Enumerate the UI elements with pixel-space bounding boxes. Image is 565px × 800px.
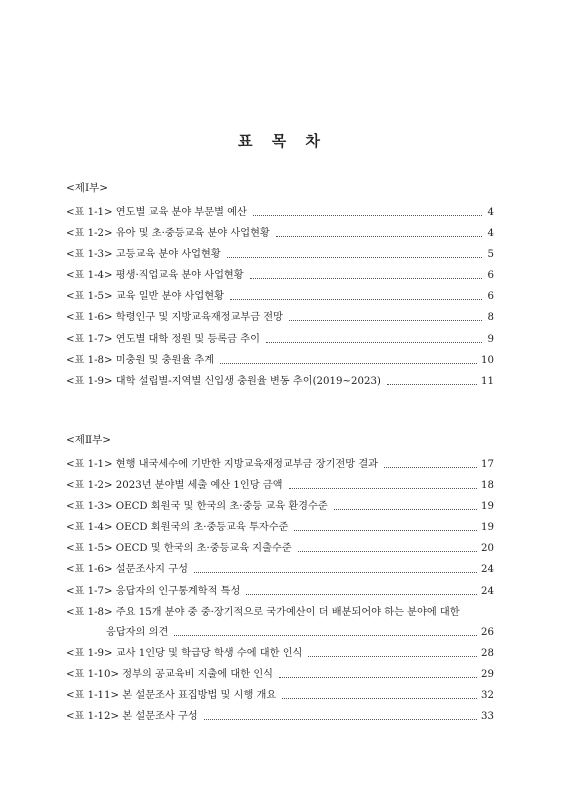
- entry-page: 4: [487, 207, 494, 218]
- entry-page: 20: [481, 543, 494, 555]
- leader-dots: [308, 656, 477, 657]
- entry-label: <표 1-3> OECD 회원국 및 한국의 초·중등 교육 환경수준: [66, 501, 328, 513]
- leader-dots: [230, 299, 482, 300]
- entry-page: 6: [487, 270, 494, 282]
- entry-label-continued: 응답자의 의견: [106, 626, 169, 638]
- entry-label: <표 1-11> 본 설문조사 표집방법 및 시행 개요: [66, 689, 277, 701]
- toc-entry[interactable]: [66, 459, 494, 470]
- leader-dots: [204, 719, 477, 720]
- entry-label: <표 1-5> OECD 및 한국의 초·중등교육 지출수준: [66, 543, 292, 555]
- part-heading: <제Ⅰ부>: [66, 182, 109, 194]
- toc-entry[interactable]: [66, 376, 494, 387]
- leader-dots: [250, 278, 482, 279]
- entry-label: <표 1-1> 현행 내국세수에 기반한 지방교육재정교부금 장기전망 결과: [66, 459, 379, 470]
- entry-page: 18: [481, 480, 494, 492]
- entry-page: 19: [481, 522, 494, 534]
- toc-entry[interactable]: [66, 711, 494, 722]
- part-1-section: [66, 180, 494, 397]
- entry-page: 8: [487, 312, 494, 324]
- entry-page: 10: [481, 354, 494, 366]
- toc-entry[interactable]: [66, 228, 494, 239]
- entry-label: <표 1-4> OECD 회원국의 초·중등교육 투자수준: [66, 522, 289, 534]
- entry-label: <표 1-1> 연도별 교육 분야 부문별 예산: [66, 207, 247, 218]
- entry-label: <표 1-9> 대학 설립별-지역별 신입생 충원율 변동 추이(2019~2023): [66, 375, 381, 387]
- entry-label: <표 1-8> 주요 15개 분야 중 중·장기적으로 국가예산이 더 배분되어야 하는 분야에 대한: [66, 606, 460, 618]
- entry-page: 33: [481, 711, 494, 723]
- leader-dots: [279, 677, 477, 678]
- toc-entry[interactable]: [66, 249, 494, 260]
- part-heading: <제Ⅱ부>: [66, 434, 112, 446]
- leader-dots: [294, 530, 477, 531]
- entry-page: 19: [481, 501, 494, 513]
- leader-dots: [282, 698, 477, 699]
- entry-page: 4: [487, 228, 494, 240]
- leader-dots: [220, 363, 477, 364]
- leader-dots: [289, 488, 478, 489]
- page-title: 표 목 차: [238, 132, 327, 150]
- leader-dots: [227, 257, 482, 258]
- entry-page: 9: [487, 333, 494, 345]
- entry-label: <표 1-3> 고등교육 분야 사업현황: [66, 249, 221, 261]
- entry-label: <표 1-6> 학령인구 및 지방교육재정교부금 전망: [66, 312, 283, 324]
- toc-entry[interactable]: [66, 586, 494, 597]
- leader-dots: [194, 572, 477, 573]
- toc-entry[interactable]: [66, 669, 494, 680]
- leader-dots: [266, 342, 482, 343]
- entry-page: 32: [481, 689, 494, 701]
- entry-label: <표 1-10> 정부의 공교육비 지출에 대한 인식: [66, 668, 274, 680]
- entry-label: <표 1-2> 2023년 분야별 세출 예산 1인당 금액: [66, 480, 283, 492]
- part-2-section: [66, 432, 494, 732]
- toc-entry[interactable]: [66, 270, 494, 281]
- entry-label: <표 1-7> 연도별 대학 정원 및 등록금 추이: [66, 333, 260, 345]
- entry-page: 28: [481, 647, 494, 659]
- entry-label: <표 1-12> 본 설문조사 구성: [66, 711, 198, 723]
- leader-dots: [253, 215, 482, 216]
- toc-entry[interactable]: [66, 648, 494, 659]
- entry-label: <표 1-7> 응답자의 인구통계학적 특성: [66, 585, 241, 597]
- leader-dots: [387, 384, 477, 385]
- leader-dots: [334, 509, 477, 510]
- toc-entry[interactable]: [66, 480, 494, 491]
- toc-entry[interactable]: [66, 312, 494, 323]
- toc-entry[interactable]: [66, 564, 494, 575]
- toc-entry[interactable]: [66, 690, 494, 701]
- toc-entry[interactable]: [66, 501, 494, 512]
- entry-page: 17: [481, 459, 494, 470]
- toc-entry[interactable]: [66, 207, 494, 218]
- toc-entry[interactable]: [66, 334, 494, 345]
- entry-label: <표 1-2> 유아 및 초·중등교육 분야 사업현황: [66, 228, 270, 240]
- entry-page: 26: [481, 626, 494, 638]
- toc-entry[interactable]: [66, 607, 494, 638]
- entry-page: 11: [481, 375, 494, 387]
- toc-entry[interactable]: [66, 522, 494, 533]
- leader-dots: [384, 467, 477, 468]
- toc-entry[interactable]: [66, 543, 494, 554]
- toc-entry[interactable]: [66, 355, 494, 366]
- entry-page: 24: [481, 585, 494, 597]
- leader-dots: [276, 236, 482, 237]
- entry-page: 5: [487, 249, 494, 261]
- leader-dots: [246, 594, 477, 595]
- entry-label: <표 1-6> 설문조사지 구성: [66, 564, 188, 576]
- leader-dots: [298, 551, 477, 552]
- entry-page: 6: [487, 291, 494, 303]
- entry-page: 29: [481, 668, 494, 680]
- entry-label: <표 1-4> 평생·직업교육 분야 사업현황: [66, 270, 244, 282]
- entry-label: <표 1-8> 미충원 및 충원율 추계: [66, 354, 215, 366]
- leader-dots: [289, 320, 482, 321]
- leader-dots: [174, 635, 477, 636]
- entry-page: 24: [481, 564, 494, 576]
- entry-label: <표 1-9> 교사 1인당 및 학급당 학생 수에 대한 인식: [66, 647, 303, 659]
- toc-entry[interactable]: [66, 291, 494, 302]
- entry-label: <표 1-5> 교육 일반 분야 사업현황: [66, 291, 224, 303]
